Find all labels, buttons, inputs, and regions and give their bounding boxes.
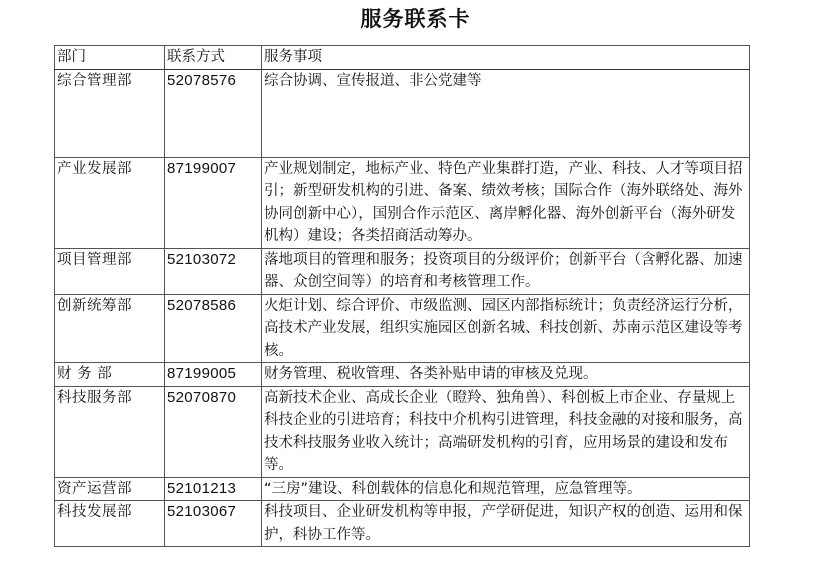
dept-cell: 综合管理部 (55, 69, 165, 157)
dept-cell: 科技服务部 (55, 386, 165, 477)
contact-cell: 87199005 (165, 363, 262, 387)
table-row (55, 386, 750, 477)
table-row (55, 363, 750, 387)
contact-cell: 52078586 (165, 294, 262, 363)
table-row (55, 294, 750, 363)
header-services: 服务事项 (262, 46, 750, 70)
contact-cell: 52070870 (165, 386, 262, 477)
page-title: 服务联系卡 (360, 7, 471, 31)
header-contact: 联系方式 (165, 46, 262, 70)
contact-cell: 52103072 (165, 248, 262, 294)
table-row (55, 248, 750, 294)
services-cell: 财务管理、税收管理、各类补贴申请的审核及兑现。 (262, 363, 750, 387)
contact-cell: 87199007 (165, 157, 262, 248)
contact-cell: 52103067 (165, 501, 262, 547)
dept-cell: 资产运营部 (55, 477, 165, 501)
dept-cell: 财 务 部 (55, 363, 165, 387)
dept-cell: 科技发展部 (55, 501, 165, 547)
contact-cell: 52078576 (165, 69, 262, 157)
contact-cell: 52101213 (165, 477, 262, 501)
table-row (55, 69, 750, 157)
services-cell: 科技项目、企业研发机构等申报，产学研促进，知识产权的创造、运用和保护，科协工作等。 (262, 501, 750, 547)
dept-cell: 项目管理部 (55, 248, 165, 294)
table-row (55, 477, 750, 501)
service-contact-table (54, 45, 750, 547)
dept-cell: 产业发展部 (55, 157, 165, 248)
header-department: 部门 (55, 46, 165, 70)
table-header-row (55, 46, 750, 70)
table-row (55, 157, 750, 248)
dept-cell: 创新统筹部 (55, 294, 165, 363)
services-cell: 产业规划制定，地标产业、特色产业集群打造，产业、科技、人才等项目招引；新型研发机构的引进、备案、绩效考核；国际合作（海外联络处、海外协同创新中心），国别合作示范区、离岸孵化器、海外创新平台（海外研发机构）建设；各类招商活动筹办。 (262, 157, 750, 248)
services-cell: 落地项目的管理和服务；投资项目的分级评价；创新平台（含孵化器、加速器、众创空间等）的培育和考核管理工作。 (262, 248, 750, 294)
services-cell: 高新技术企业、高成长企业（瞪羚、独角兽）、科创板上市企业、存量规上科技企业的引进培育；科技中介机构引进管理，科技金融的对接和服务，高技术科技服务业收入统计；高端研发机构的引育，应用场景的建设和发布等。 (262, 386, 750, 477)
services-cell: 综合协调、宣传报道、非公党建等 (262, 69, 750, 157)
services-cell: “三房”建设、科创载体的信息化和规范管理，应急管理等。 (262, 477, 750, 501)
services-cell: 火炬计划、综合评价、市级监测、园区内部指标统计；负责经济运行分析，高技术产业发展，组织实施园区创新名城、科技创新、苏南示范区建设等考核。 (262, 294, 750, 363)
table-row (55, 501, 750, 547)
